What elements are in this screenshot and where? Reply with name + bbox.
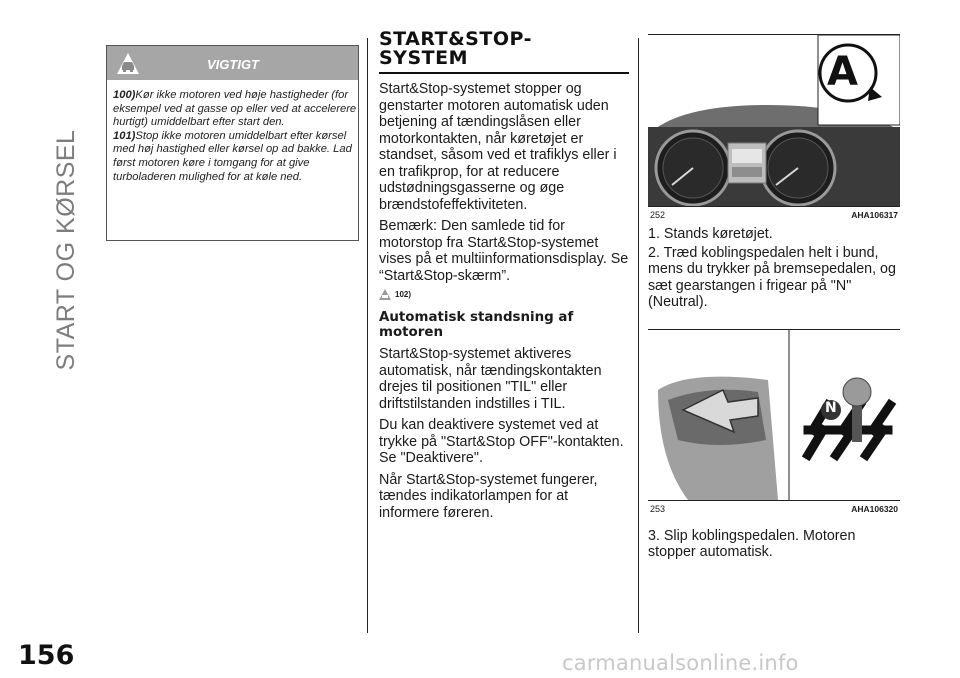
paragraph: Start&Stop-systemet stopper og genstarter motoren automatisk uden betjening af tændingslåsen eller motorkontakten, når køretøjet er standset, såsom ved et trafiklys eller i en trafikprop, for at reducere udstødningsgasserne og øge brændstofeffektiviteten. (379, 81, 617, 213)
paragraph: Bemærk: Den samlede tid for motorstop fra Start&Stop-systemet vises på et multiinformationsdisplay. Se “Start&Stop-skærm”. (379, 218, 629, 284)
step-1: 1. Stands køretøjet. (648, 226, 773, 242)
step-2: 2. Træd koblingspedalen helt i bund, mens du trykker på bremsepedalen, og sæt gearstangen i frigear på "N" (Neutral). (648, 244, 896, 310)
figure-dashboard (648, 34, 900, 207)
note-reference (379, 289, 629, 300)
warning-item (113, 130, 358, 184)
section-title-text: START OG KØRSEL (52, 129, 80, 371)
car-warning-icon (116, 52, 140, 76)
dashboard-illustration (648, 35, 900, 206)
paragraph: Start&Stop-systemet aktiveres automatisk, når tændingskontakten drejes til positionen "TIL" eller driftstilstanden indstilles i TIL. (379, 346, 602, 412)
figure-caption (648, 207, 900, 220)
gearshift-illustration (648, 330, 900, 500)
figure-number: 253 (650, 503, 666, 514)
right-column (648, 34, 900, 561)
warning-box (106, 45, 359, 241)
warning-header (107, 46, 358, 80)
warning-item-number: 100) (113, 89, 136, 101)
column-divider-1 (367, 38, 368, 633)
figure-caption (648, 501, 900, 514)
page-number: 156 (18, 640, 75, 671)
warning-title: VIGTIGT (207, 57, 259, 72)
note-ref-number: 102) (395, 290, 412, 299)
figure-gearshift (648, 329, 900, 501)
subheading: Automatisk standsning af motoren (379, 310, 574, 340)
warning-text (107, 80, 358, 184)
figure-code: AHA106317 (851, 210, 898, 220)
paragraph: Du kan deaktivere systemet ved at trykke på "Start&Stop OFF"-kontakten. Se "Deaktivere". (379, 417, 624, 466)
warning-item-text: Stop ikke motoren umiddelbart efter kørsel med høj hastighed eller kørsel op ad bakke. Lad først motoren køre i tomgang for at give turboladeren mulighed for at køle ned. (113, 129, 352, 183)
figure-number: 252 (650, 210, 666, 220)
heading-rule (379, 72, 629, 74)
watermark: carmanualsonline.info (562, 651, 799, 675)
car-warning-icon (379, 289, 391, 300)
warning-item-text: Kør ikke motoren ved høje hastigheder (for eksempel ved at gasse op eller ved at accelerere hurtigt) umiddelbart efter start den. (113, 89, 357, 129)
main-column (379, 30, 629, 526)
section-heading: START&STOP-SYSTEM (379, 28, 532, 69)
figure-code: AHA106320 (851, 503, 898, 514)
column-divider-2 (638, 38, 639, 633)
gear-label: N (825, 399, 837, 416)
callout-label: A (827, 49, 858, 95)
step-3: 3. Slip koblingspedalen. Motoren stopper automatisk. (648, 527, 856, 560)
warning-item-number: 101) (113, 129, 136, 142)
paragraph: Når Start&Stop-systemet fungerer, tændes indikatorlampen for at informere føreren. (379, 471, 598, 521)
warning-item (113, 89, 358, 130)
